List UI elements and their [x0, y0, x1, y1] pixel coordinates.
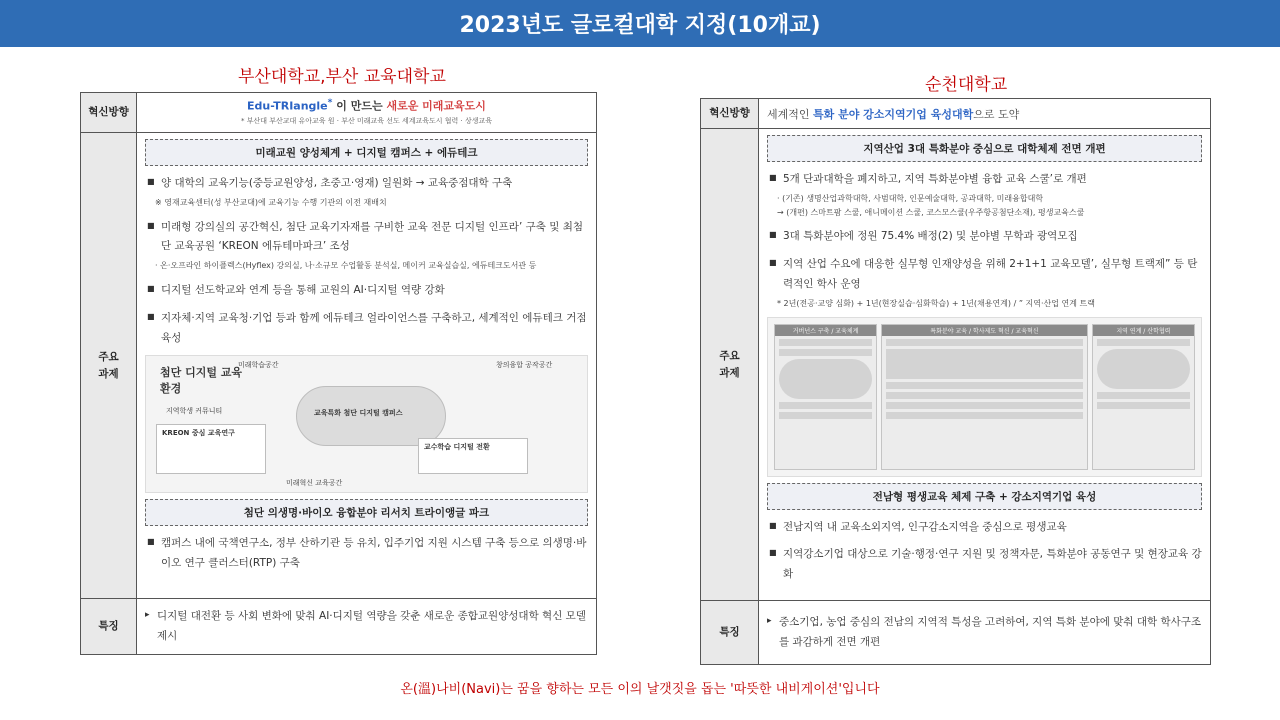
right-heading: 순천대학교: [925, 75, 1008, 95]
left-bullet-5: ■ 캠퍼스 내에 국책연구소, 정부 산하기관 등 유치, 입주기업 지원 시스템 구축 등으로 의생명·바이오 연구 클러스터(RTP) 구축: [145, 534, 588, 574]
left-bullet-4: ■ 지자체·지역 교육청·기업 등과 함께 에듀테크 얼라이언스를 구축하고, 세계적인 에듀테크 거점 육성: [145, 309, 588, 349]
left-box-2: 첨단 의생명·바이오 융합분야 리서치 트라이앵글 파크: [145, 499, 588, 526]
right-vision-c: 으로 도약: [973, 107, 1020, 121]
right-feature-text: ▸ 중소기업, 농업 중심의 전남의 지역적 특성을 고려하여, 지역 특화 분야에 맞춰 대학 학사구조를 과감하게 전면 개편: [767, 613, 1202, 653]
right-note-3: * 2년(전공·교양 심화) + 1년(현장실습·심화학습) + 1년(채용연계) / ” 지역·산업 연계 트랙: [777, 298, 1095, 308]
left-note-1: ※ 영재교육센터(성 부산교대)에 교육기능 수행 기관의 이전 재배치: [155, 197, 387, 207]
right-note-1: · (기존) 생명산업과학대학, 사범대학, 인문예술대학, 공과대학, 미래융합대학: [777, 193, 1044, 203]
left-feature-cell: [137, 599, 597, 655]
left-fig-label-2: 창의융합 공작공간: [496, 360, 553, 369]
footer-slogan: 온(溫)나비(Navi)는 꿈을 향하는 모든 이의 날갯짓을 돕는 '따뜻한 내비게이션'입니다: [400, 682, 880, 697]
right-bullet-2: ■ 3대 특화분야에 정원 75.4% 배정(2) 및 분야별 무학과 광역모집: [767, 227, 1202, 247]
right-diagram-col-1: [774, 324, 877, 470]
left-fig-label-1: 미래학습공간: [238, 360, 279, 369]
left-fig-label-3: 교육특화 첨단 디지털 캠퍼스: [314, 408, 403, 417]
right-box-2: 전남형 평생교육 체제 구축 + 강소지역기업 육성: [767, 483, 1202, 510]
left-heading: 부산대학교,부산 교육대학교: [238, 67, 446, 87]
left-bullet-3: ■ 디지털 선도학교와 연계 등을 통해 교원의 AI·디지털 역량 강화: [145, 281, 588, 301]
right-system-diagram: [767, 317, 1202, 477]
right-box-1: 지역산업 3대 특화분야 중심으로 대학체제 전면 개편: [767, 135, 1202, 162]
left-vision-note: * 부산대 부산교대 유아교육 원 · 부산 미래교육 선도 세계교육도시 협력 · 상생교육: [240, 116, 493, 125]
right-note-2: → (개편) 스마트팜 스쿨, 애니메이션 스쿨, 코스모스쿨(우주항공첨단소재), 평생교육스쿨: [777, 207, 1085, 217]
right-tasks-label: 주요 과제: [701, 129, 759, 601]
left-vision-label: 혁신방향: [81, 93, 137, 133]
left-vision-c: 새로운 미래교육도시: [386, 99, 486, 113]
left-box-1: 미래교원 양성체계 + 디지털 캠퍼스 + 에듀테크: [145, 139, 588, 166]
left-feature-text: ▸ 디지털 대전환 등 사회 변화에 맞춰 AI·디지털 역량을 갖춘 새로운 종합교원양성대학 혁신 모델 제시: [145, 607, 588, 647]
left-feature-label: 특징: [81, 599, 137, 655]
left-fig-label-5: KREON 중심 교육연구: [162, 428, 235, 437]
right-feature-cell: [759, 601, 1211, 665]
right-feature-label: 특징: [701, 601, 759, 665]
left-fig-label-6: 교수학습 디지털 전환: [424, 442, 490, 451]
left-campus-figure: [145, 355, 588, 493]
left-fig-label-7: 미래혁신 교육공간: [286, 478, 343, 487]
right-bullet-4: ■ 전남지역 내 교육소외지역, 인구감소지역을 중심으로 평생교육: [767, 518, 1202, 538]
left-tasks-cell: [137, 133, 597, 599]
right-vision-cell: [759, 99, 1211, 129]
right-diagram-col-3: [1092, 324, 1195, 470]
left-document-table: [80, 92, 597, 655]
left-vision-cell: Edu-TRIangle* 이 만드는 새로운 미래교육도시 * 부산대 부산교대 유아교육 원 · 부산 미래교육 선도 세계교육도시 협력 · 상생교육: [137, 93, 597, 133]
left-fig-title: 첨단 디지털 교육환경: [160, 365, 243, 395]
right-bullet-1: ■ 5개 단과대학을 폐지하고, 지역 특화분야별 융합 교육 스쿨’로 개편: [767, 170, 1202, 190]
right-vision-label: 혁신방향: [701, 99, 759, 129]
right-vision-b: 특화 분야 강소지역기업 육성대학: [813, 107, 974, 121]
left-vision-a: Edu-TRIangle: [247, 99, 328, 113]
right-tasks-cell: [759, 129, 1211, 601]
left-fig-label-4: 지역학생 커뮤니티: [166, 406, 223, 415]
left-tasks-label: 주요 과제: [81, 133, 137, 599]
left-bullet-1: ■ 양 대학의 교육기능(중등교원양성, 초중고·영재) 일원화 → 교육중점대학 구축: [145, 174, 588, 194]
left-vision-b: 이 만드는: [336, 99, 383, 113]
right-vision-a: 세계적인: [767, 107, 810, 121]
left-note-2: · 온·오프라인 하이플렉스(Hyflex) 강의실, 나·소규모 수업활동 분석실, 메이커 교육실습실, 에듀테크도서관 등: [155, 261, 537, 271]
right-diagram-col-2: [881, 324, 1088, 470]
right-diagram-head-1: 거버넌스 구축 / 교육체계: [775, 325, 876, 336]
right-bullet-3: ■ 지역 산업 수요에 대응한 실무형 인재양성을 위해 2+1+1 교육모델’, 실무형 트랙제” 등 탄력적인 학사 운영: [767, 255, 1202, 295]
right-bullet-5: ■ 지역강소기업 대상으로 기술·행정·연구 지원 및 정책자문, 특화분야 공동연구 및 현장교육 강화: [767, 545, 1202, 585]
slide-title: 2023년도 글로컬대학 지정(10개교): [0, 0, 1280, 47]
right-document-table: [700, 98, 1211, 665]
right-diagram-head-2: 특화분야 교육 / 학사제도 혁신 / 교육혁신: [882, 325, 1087, 336]
left-bullet-2: ■ 미래형 강의실의 공간혁신, 첨단 교육기자재를 구비한 교육 전문 디지털 인프라’ 구축 및 최첨단 교육공원 ‘KREON 에듀테마파크’ 조성: [145, 218, 588, 258]
right-diagram-head-3: 지역 연계 / 산학협력: [1093, 325, 1194, 336]
